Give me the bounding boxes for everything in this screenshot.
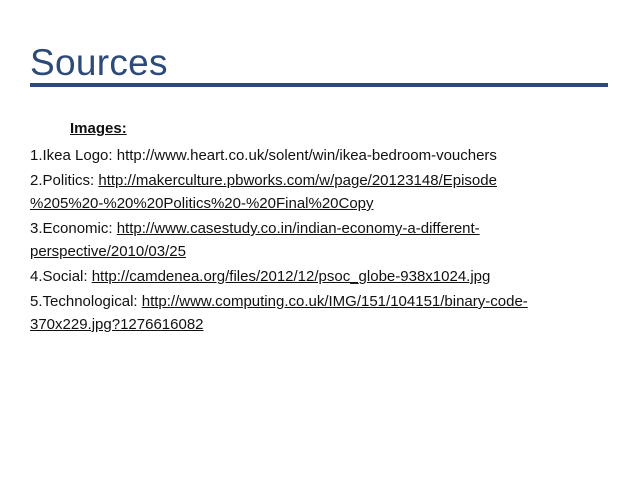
item-number: 1. — [30, 147, 43, 164]
source-link[interactable]: http://makerculture.pbworks.com/w/page/20123148/Episode — [98, 172, 497, 189]
item-label: Politics: — [42, 172, 95, 189]
list-item — [30, 169, 610, 215]
item-label: Economic: — [42, 220, 113, 237]
item-number: 2. — [30, 172, 43, 189]
item-number: 4. — [30, 268, 43, 285]
source-url: http://www.heart.co.uk/solent/win/ikea-bedroom-vouchers — [116, 147, 497, 164]
sources-list — [30, 144, 610, 338]
source-link-continuation[interactable]: perspective/2010/03/25 — [30, 243, 186, 260]
source-link[interactable]: http://camdenea.org/files/2012/12/psoc_globe-938x1024.jpg — [91, 268, 491, 285]
list-item — [30, 290, 610, 336]
item-label: Social: — [42, 268, 88, 285]
slide-title: Sources — [30, 42, 168, 83]
source-link[interactable]: http://www.casestudy.co.in/indian-economy-a-different- — [116, 220, 480, 237]
item-number: 3. — [30, 220, 43, 237]
title-underline-rule — [30, 83, 608, 87]
item-label: Ikea Logo: — [42, 147, 113, 164]
item-label: Technological: — [42, 293, 138, 310]
source-link-continuation[interactable]: %205%20-%20%20Politics%20-%20Final%20Copy — [30, 195, 374, 212]
list-item — [30, 265, 610, 288]
source-link-continuation[interactable]: 370x229.jpg?1276616082 — [30, 316, 204, 333]
images-subheading: Images: — [70, 120, 127, 137]
source-link[interactable]: http://www.computing.co.uk/IMG/151/104151/binary-code- — [141, 293, 528, 310]
list-item — [30, 144, 610, 167]
item-number: 5. — [30, 293, 43, 310]
list-item — [30, 217, 610, 263]
